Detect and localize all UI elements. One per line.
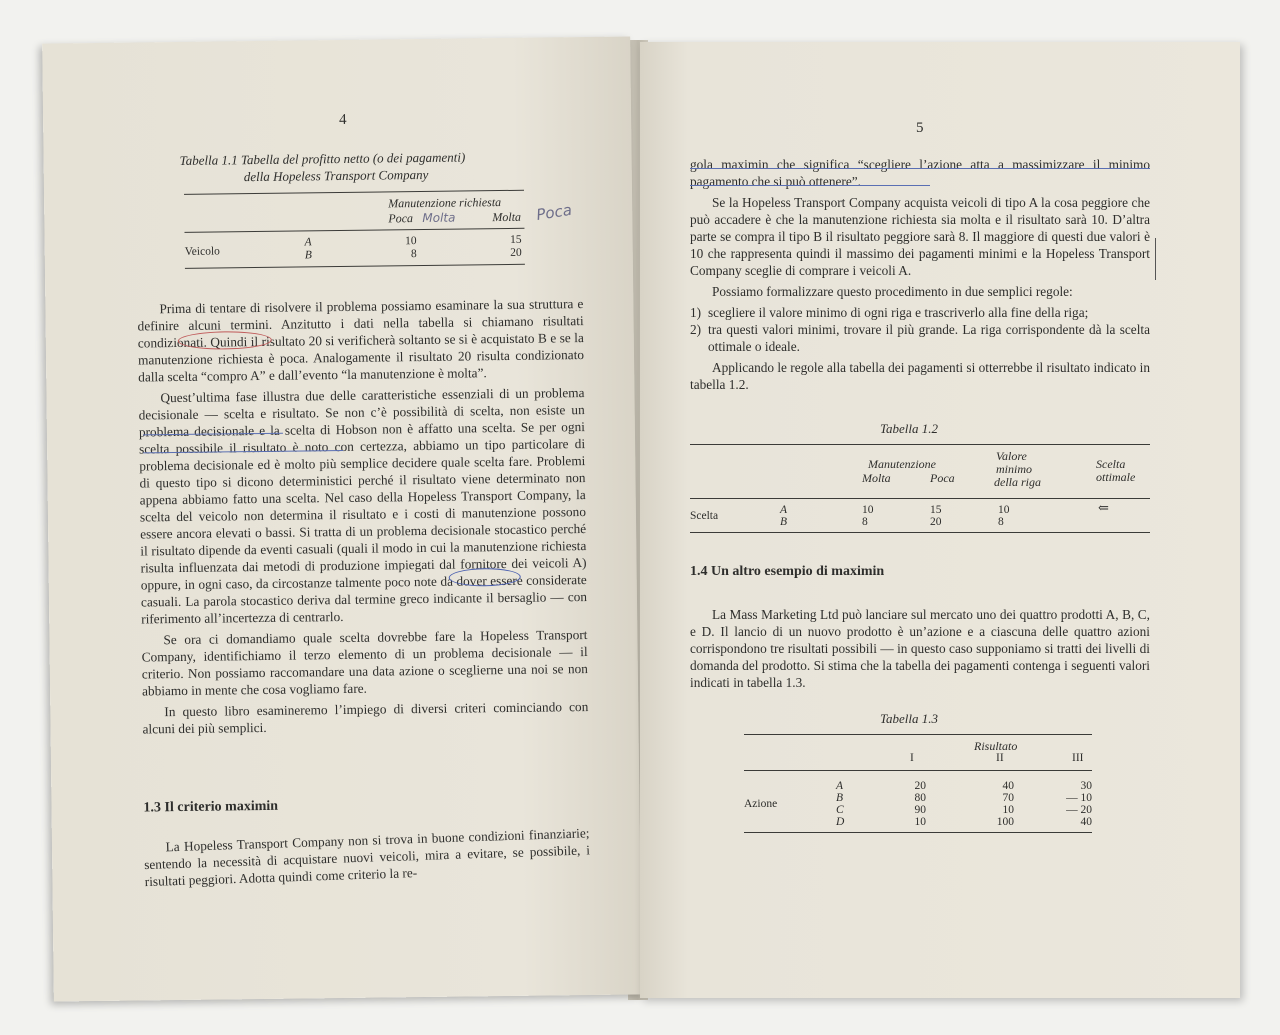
col-values [930,504,942,528]
table-cell: 20 [914,780,926,792]
row-key: C [836,804,844,816]
table-group-header: Manutenzione richiesta [388,195,502,211]
table-cell: — 20 [1066,804,1092,816]
row-key: A [304,236,312,249]
row-key: A [780,504,788,516]
optimal-arrow: ⇐ [1098,500,1109,515]
paragraph: Applicando le regole alla tabella dei pagamenti si otterrebbe il risultato indicato in tabella 1.2. [690,360,1150,392]
col-molta-values [500,234,522,260]
table-caption: Tabella 1.2 [880,421,939,436]
body-text [690,606,1150,695]
header-line: minimo [996,462,1032,476]
header-line: Scelta [1096,457,1126,471]
table-cell: 20 [510,246,522,259]
handwritten-note: Molta [422,210,456,225]
table-cell: 40 [1002,780,1014,792]
list-text: tra questi valori minimi, trovare il più grande. La riga corrispondente dà la scelta ottimale o ideale. [708,322,1150,354]
table-cell: 40 [1080,816,1092,828]
row-key: D [836,816,845,828]
table-rule [690,532,1150,533]
row-keys [305,236,312,262]
table-cell: 20 [930,516,942,528]
table-rule [184,228,524,233]
table-caption: Tabella 1.1 Tabella del profitto netto (o dei pagamenti) [179,149,466,168]
paragraph: Se la Hopeless Transport Company acquista veicoli di tipo A la cosa peggiore che può accadere è che la manutenzione richiesta sia molta e il risultato sarà 10. D’altra parte se compra il tipo B il risultato peggiore sarà 8. Il maggiore di questi due valori è 10 che rappresenta quindi il massimo dei pagamenti minimi e la Hopeless Transport Company sceglie di comprare i veicoli A. [690,195,1150,278]
table-cell: 8 [862,516,868,528]
table-cell: 90 [914,804,926,816]
row-key: A [836,780,844,792]
left-page [42,36,642,1001]
row-label: Azione [744,798,778,810]
row-label: Veicolo [184,245,220,258]
paragraph: Possiamo formalizzare questo procedimento in due semplici regole: [712,284,1073,299]
table-caption-line2: della Hopeless Transport Company [243,166,429,185]
pen-margin-mark [1155,238,1156,280]
body-text [137,295,588,741]
table-rule [185,264,525,269]
col-poca-values [395,235,417,261]
col-header: Poca [930,471,955,485]
col-header: III [1072,752,1084,764]
table-group-header: Manutenzione [868,457,936,471]
row-label: Scelta [690,510,719,522]
section-heading: 1.4 Un altro esempio di maximin [690,564,885,579]
col-header: Molta [862,471,891,485]
page-number: 5 [916,120,924,136]
table-cell: 10 [862,504,874,516]
row-keys [780,504,787,528]
table-group-header: Risultato [974,739,1018,753]
col-header-poca: Poca [388,211,414,226]
table-cell: 70 [1002,792,1014,804]
table-cell: 15 [510,233,522,246]
paragraph: Se ora ci domandiamo quale scelta dovrebbe fare la Hopeless Transport Company, identifichiamo il terzo elemento di un problema decisionale — il criterio. Non possiamo raccomandare una data azione o sceglierne una noi se non abbiamo in mente che cosa vogliamo fare. [141,627,588,699]
col-values [1048,780,1092,828]
table-rule [690,498,1150,499]
row-keys [836,780,844,828]
right-page [640,42,1240,998]
paragraph: In questo libro esamineremo l’impiego di diversi criteri cominciando con alcuni dei più semplici. [142,699,589,737]
section-heading: 1.3 Il criterio maximin [143,798,279,816]
table-cell: 10 [405,235,417,248]
col-values [998,504,1010,528]
list-item [690,304,1150,321]
col-values [902,780,926,828]
table-cell: 8 [410,248,417,261]
row-key: B [780,516,788,528]
table-cell: 30 [1080,780,1092,792]
table-rule [690,444,1150,445]
body-text [690,156,1150,397]
paragraph: Quest’ultima fase illustra due delle caratteristiche essenziali di un problema decisionale — scelta e risultato. Se non c’è possibilità di scelta, non esiste un problema decisionale e la scelta di Hobson non è affatto una scelta. Se per ogni scelta possibile il risultato è noto con certezza, abbiamo un tipo particolare di problema decisionale ed è molto più semplice decidere quale scelta fare. Problemi di questo tipo si dicono deterministici perché il risultato viene determinato non appena abbiamo fatto una scelta. Nel caso della Hopeless Transport Company, la scelta del veicolo non determina il risultato e i costi di manutenzione possono essere ancora elevati o bassi. Si tratta di un problema decisionale stocastico perché il risultato dipende da eventi casuali (quali il modo in cui la manutenzione richiesta risulta influenzata dai metodi di produzione impiegati dal fornitore dei veicoli A) oppure, in ogni caso, da circostanze talmente poco note da dover essere considerate casuali. La parola stocastico deriva dal termine greco indicante il bersaglio — con riferimento all’incertezza di centrarlo. [138,385,588,627]
header-line: della riga [994,475,1041,489]
col-header-opt [1096,458,1135,484]
table-rule [744,734,1092,735]
table-caption: Tabella 1.3 [880,711,939,726]
col-values [984,780,1014,828]
table-cell: 100 [996,816,1014,828]
table-cell: 10 [998,504,1010,516]
paragraph: La Mass Marketing Ltd può lanciare sul mercato uno dei quattro prodotti A, B, C, e D. Il lancio di un nuovo prodotto è un’azione e a ciascuna delle quattro azioni corrispondono tre risultati possibili — in questo caso supponiamo si tratti dei livelli di domanda del prodotto. Si stima che la tabella dei pagamenti contenga i seguenti valori indicati in tabella 1.3. [690,607,1150,690]
list-number: 1) [690,305,702,320]
table-rule [744,832,1092,833]
list-text: scegliere il valore minimo di ogni riga e trascriverlo alla fine della riga; [708,305,1089,320]
paragraph: Prima di tentare di risolvere il problema possiamo esaminare la sua struttura e definire alcuni termini. Anzitutto i dati nella tabella si chiamano risultati condizionati. Quindi il risultato 20 si verificherà soltanto se si è acquistato B e se la manutenzione richiesta è poca. Analogamente il risultato 20 risulta condizionato dalla scelta “compro A” e dall’evento “la manutenzione è molta”. [137,296,585,385]
col-header: I [910,752,914,764]
paragraph: La Hopeless Transport Company non si trova in buone condizioni finanziarie; sentendo la necessità di acquistare nuovi veicoli, mira a evitare, se possibile, i risultati peggiori. Adotta quindi come criterio la re- [143,825,591,890]
list-number: 2) [690,322,702,337]
row-key: B [304,249,312,262]
header-line: Valore [996,449,1027,463]
table-cell: 8 [998,516,1004,528]
table-cell: 10 [1002,804,1014,816]
table-cell: 80 [914,792,926,804]
col-header-min [994,450,1041,489]
body-text [143,824,591,894]
col-header-molta: Molta [492,209,522,225]
table-rule [744,770,1092,771]
table-cell: — 10 [1066,792,1092,804]
pen-underline-annotation [690,185,930,186]
pen-underline-annotation [690,168,1150,169]
header-line: ottimale [1096,470,1136,484]
table-cell: 15 [930,504,942,516]
col-values [862,504,874,528]
row-key: B [836,792,844,804]
handwritten-note: Poca [535,200,574,224]
paragraph: gola maximin che significa “scegliere l’azione atta a massimizzare il minimo pagamento che si può ottenere”. [690,157,1150,189]
table-cell: 10 [914,816,926,828]
list-item [690,321,1150,355]
col-header: II [996,752,1004,764]
page-number: 4 [339,111,347,129]
